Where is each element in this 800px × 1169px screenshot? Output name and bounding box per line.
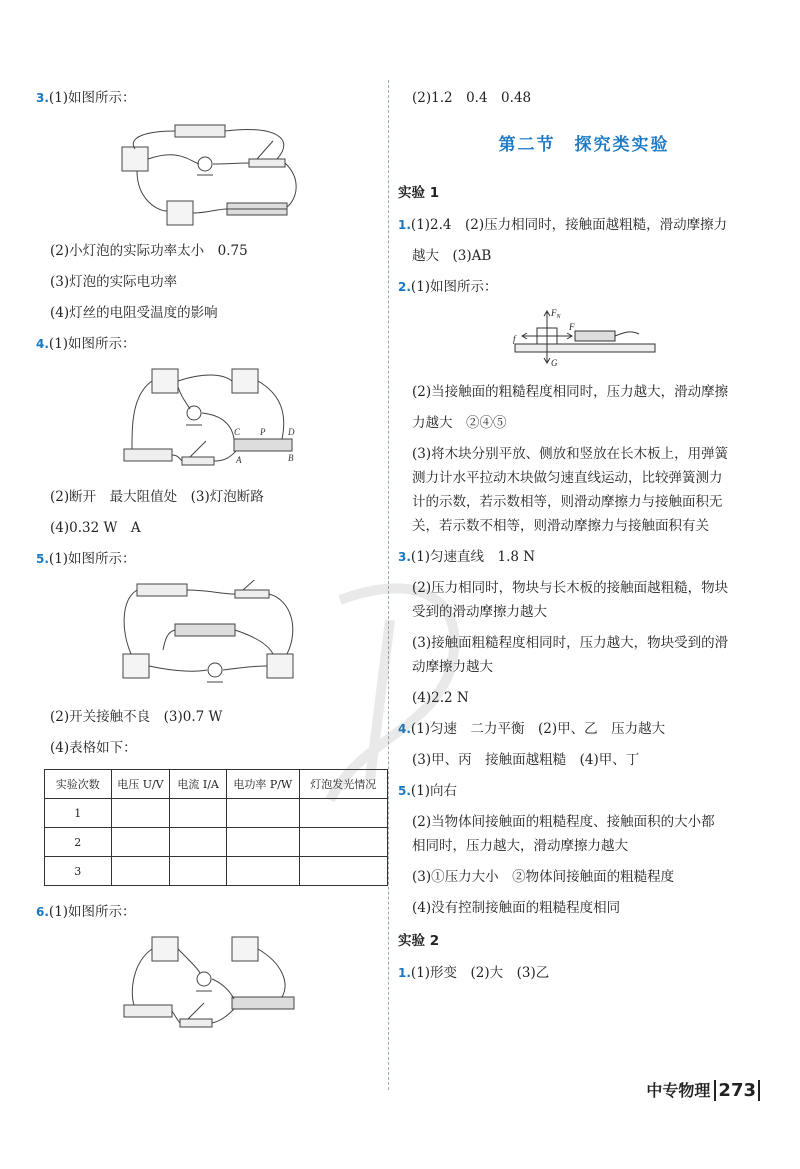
q5-line1: 5.(1)如图所示： <box>36 551 136 567</box>
circuit-diagram-q4 <box>122 365 302 475</box>
label-f: f <box>513 334 516 344</box>
table-cell: 3 <box>45 857 112 886</box>
label-fn: $F_N$ <box>551 308 561 320</box>
r-q4-line1: 4.(1)匀速 二力平衡 (2)甲、乙 压力越大 <box>398 721 666 737</box>
r-q3-line3: 受到的滑动摩擦力越大 <box>412 604 547 620</box>
r-q5-line4: (3)①压力大小 ②物体间接触面的粗糙程度 <box>412 869 675 885</box>
q3-line4: (4)灯丝的电阻受温度的影响 <box>50 305 218 321</box>
r-q5-line2: (2)当物体间接触面的粗糙程度、接触面积的大小都 <box>412 814 715 830</box>
r-q2-line6: 计的示数，若示数相等，则滑动摩擦力与接触面积无 <box>412 494 723 510</box>
r-q2-line5: 测力计水平拉动木块做匀速直线运动，比较弹簧测力 <box>412 470 723 486</box>
q3-line2: (2)小灯泡的实际功率太小 0.75 <box>50 243 248 259</box>
label-a: A <box>236 455 242 465</box>
table-row <box>45 828 388 857</box>
r-q1-line1: 1.(1)2.4 (2)压力相同时，接触面越粗糙，滑动摩擦力 <box>398 217 728 233</box>
section-title: 第二节 探究类实验 <box>498 135 670 155</box>
watermark-logo <box>300 560 510 820</box>
r-q2-line3: 力越大 ②④⑤ <box>412 415 507 431</box>
r-q2-line7: 关，若示数不相等，则滑动摩擦力与接触面积有关 <box>412 518 709 534</box>
label-f-pull: F <box>569 322 575 332</box>
page-number: 273 <box>714 1080 760 1101</box>
label-c: C <box>234 427 241 437</box>
r-q3-line4: (3)接触面粗糙程度相同时，压力越大，物块受到的滑 <box>412 635 729 651</box>
r-q2-line4: (3)将木块分别平放、侧放和竖放在长木板上，用弹簧 <box>412 446 729 462</box>
e2-q1-line1: 1.(1)形变 (2)大 (3)乙 <box>398 965 550 981</box>
r-q3-line1: 3.(1)匀速直线 1.8 N <box>398 549 536 565</box>
label-g: G <box>551 358 558 368</box>
q6-line1: 6.(1)如图所示： <box>36 904 136 920</box>
q4-line2: (2)断开 最大阻值处 (3)灯泡断路 <box>50 489 264 505</box>
circuit-diagram-q6 <box>122 933 302 1033</box>
table-header: 实验次数 <box>45 770 112 799</box>
q5-line3: (4)表格如下： <box>50 740 137 756</box>
label-d: D <box>288 427 295 437</box>
r-q2-line2: (2)当接触面的粗糙程度相同时，压力越大，滑动摩擦 <box>412 384 729 400</box>
q5-line2: (2)开关接触不良 (3)0.7 W <box>50 709 223 725</box>
footer-subject: 中专物理 <box>646 1081 711 1100</box>
q4-line1: 4.(1)如图所示： <box>36 336 136 352</box>
r-q3-line2: (2)压力相同时，物块与长木板的接触面越粗糙，物块 <box>412 580 729 596</box>
top-answer: (2)1.2 0.4 0.48 <box>412 90 532 106</box>
r-q5-line3: 相同时，压力越大，滑动摩擦力越大 <box>412 838 628 854</box>
table-row <box>45 857 388 886</box>
table-header: 电功率 P/W <box>226 770 299 799</box>
table-header: 电压 U/V <box>111 770 170 799</box>
r-q5-line5: (4)没有控制接触面的粗糙程度相同 <box>412 900 621 916</box>
label-p: P <box>260 427 266 437</box>
circuit-diagram-q5 <box>117 580 307 695</box>
table-header: 电流 I/A <box>170 770 227 799</box>
q3-line1: 3.(1)如图所示： <box>36 90 136 106</box>
r-q4-line2: (3)甲、丙 接触面越粗糙 (4)甲、丁 <box>412 752 640 768</box>
force-diagram <box>509 308 659 370</box>
label-b: B <box>288 453 294 463</box>
r-q3-line6: (4)2.2 N <box>412 690 469 706</box>
r-q3-line5: 动摩擦力越大 <box>412 659 493 675</box>
table-header: 灯泡发光情况 <box>299 770 387 799</box>
experiment-2-heading: 实验 2 <box>398 933 440 949</box>
right-column <box>398 88 770 994</box>
r-q5-line1: 5.(1)向右 <box>398 783 458 799</box>
r-q2-line1: 2.(1)如图所示： <box>398 279 498 295</box>
q4-line3: (4)0.32 W A <box>50 520 141 536</box>
q3-line3: (3)灯泡的实际电功率 <box>50 274 178 290</box>
r-q1-line2: 越大 (3)AB <box>412 248 492 264</box>
page-footer <box>646 1078 760 1101</box>
table-cell: 1 <box>45 799 112 828</box>
table-cell: 2 <box>45 828 112 857</box>
circuit-diagram-q3 <box>117 119 307 229</box>
experiment-1-heading: 实验 1 <box>398 185 440 201</box>
